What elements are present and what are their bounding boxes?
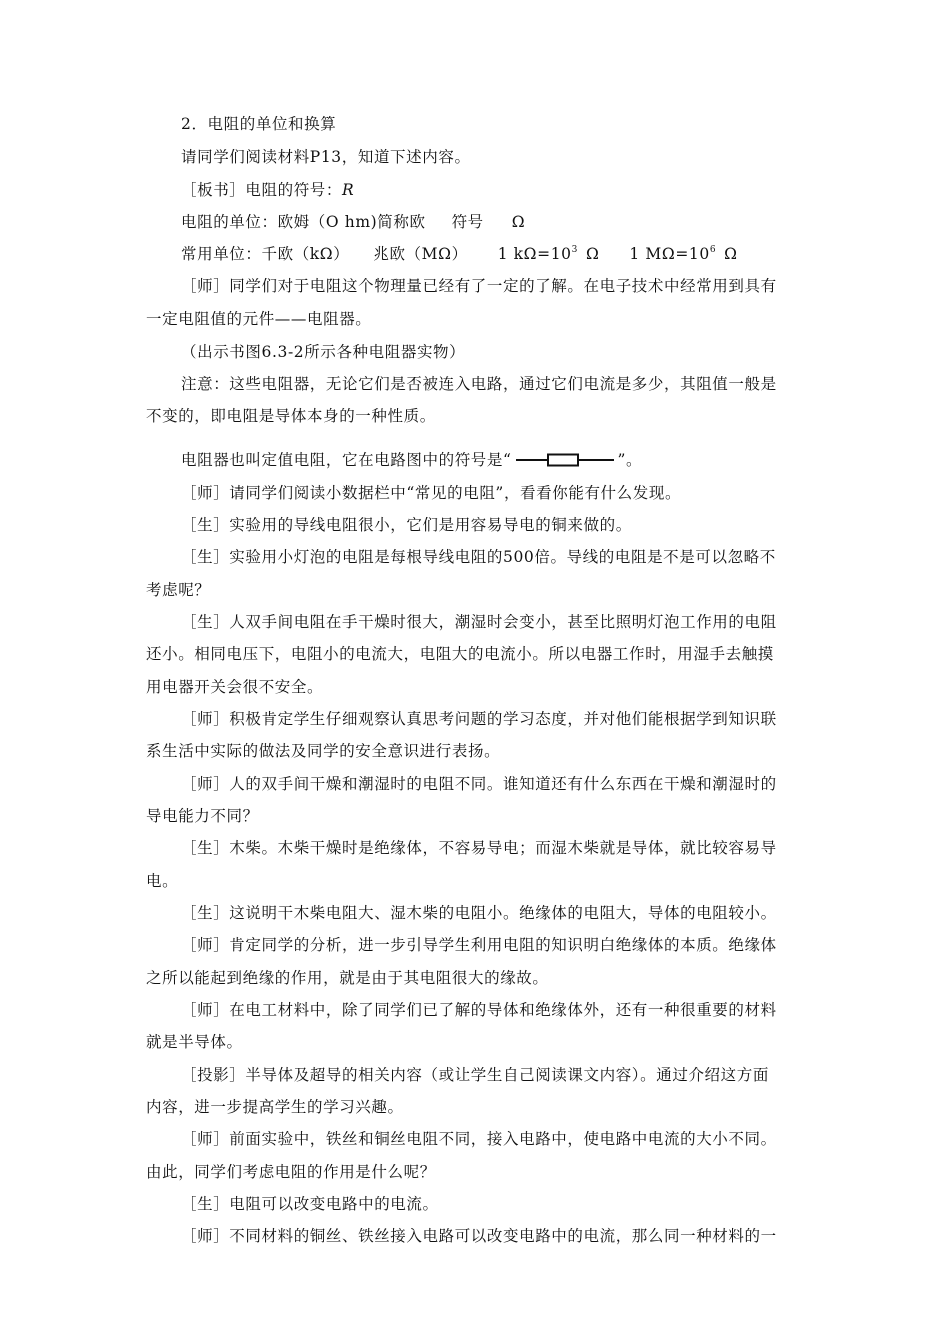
- paragraph: 电阻的单位：欧姆（O hm)简称欧 符号 Ω: [181, 213, 526, 231]
- paragraph: 由此，同学们考虑电阻的作用是什么呢？: [146, 1163, 436, 1181]
- paragraph: 常用单位：千欧（kΩ） 兆欧（MΩ） 1 $k\Omega=10^3$ Ω 1 $M\Omega=10^6$ Ω: [181, 245, 738, 263]
- paragraph: 请同学们阅读材料P13，知道下述内容。: [181, 148, 471, 166]
- paragraph: 电阻器也叫定值电阻，它在电路图中的符号是“ ”。: [181, 451, 643, 469]
- paragraph: ［师］不同材料的铜丝、铁丝接入电路可以改变电路中的电流，那么同一种材料的一: [181, 1227, 777, 1245]
- paragraph: 之所以能起到绝缘的作用，就是由于其电阻很大的缘故。: [146, 969, 549, 987]
- paragraph: 还小。相同电压下，电阻小的电流大，电阻大的电流小。所以电器工作时，用湿手去触摸: [146, 645, 774, 663]
- paragraph: ［生］实验用小灯泡的电阻是每根导线电阻的500倍。导线的电阻是不是可以忽略不: [181, 548, 776, 566]
- paragraph: ［生］电阻可以改变电路中的电流。: [181, 1195, 439, 1213]
- paragraph: ［师］请同学们阅读小数据栏中“常见的电阻”，看看你能有什么发现。: [181, 484, 682, 502]
- paragraph: ［生］人双手间电阻在手干燥时很大，潮湿时会变小，甚至比照明灯泡工作用的电阻: [181, 613, 777, 631]
- paragraph: 就是半导体。: [146, 1033, 243, 1051]
- paragraph: 内容，进一步提高学生的学习兴趣。: [146, 1098, 404, 1116]
- paragraph: ［师］人的双手间干燥和潮湿时的电阻不同。谁知道还有什么东西在干燥和潮湿时的: [181, 775, 777, 793]
- paragraph: ［师］同学们对于电阻这个物理量已经有了一定的了解。在电子技术中经常用到具有: [181, 277, 777, 295]
- section-heading: 2．电阻的单位和换算: [181, 115, 337, 133]
- resistance-symbol: R: [342, 181, 355, 199]
- paragraph: ［投影］半导体及超导的相关内容（或让学生自己阅读课文内容）。通过介绍这方面: [181, 1066, 769, 1084]
- paragraph: （出示书图6.3-2所示各种电阻器实物）: [181, 343, 466, 361]
- paragraph: 导电能力不同？: [146, 807, 259, 825]
- paragraph: 一定电阻值的元件——电阻器。: [146, 310, 372, 328]
- paragraph: 电。: [146, 872, 179, 890]
- paragraph: 注意：这些电阻器，无论它们是否被连入电路，通过它们电流是多少，其阻值一般是: [181, 375, 777, 393]
- paragraph: ［生］这说明干木柴电阻大、湿木柴的电阻小。绝缘体的电阻大，导体的电阻较小。: [181, 904, 777, 922]
- paragraph: 考虑呢？: [146, 581, 211, 599]
- paragraph: 用电器开关会很不安全。: [146, 678, 324, 696]
- paragraph: ［师］前面实验中，铁丝和铜丝电阻不同，接入电路中，使电路中电流的大小不同。: [181, 1130, 777, 1148]
- paragraph: ［师］积极肯定学生仔细观察认真思考问题的学习态度，并对他们能根据学到知识联: [181, 710, 777, 728]
- paragraph: ［生］实验用的导线电阻很小，它们是用容易导电的铜来做的。: [181, 516, 632, 534]
- paragraph: 系生活中实际的做法及同学的安全意识进行表扬。: [146, 742, 501, 760]
- paragraph: ［师］肯定同学的分析，进一步引导学生利用电阻的知识明白绝缘体的本质。绝缘体: [181, 936, 777, 954]
- paragraph: 不变的，即电阻是导体本身的一种性质。: [146, 407, 436, 425]
- paragraph: ［板书］电阻的符号：R: [181, 181, 355, 199]
- paragraph: ［师］在电工材料中，除了同学们已了解的导体和绝缘体外，还有一种很重要的材料: [181, 1001, 777, 1019]
- paragraph: ［生］木柴。木柴干燥时是绝缘体，不容易导电；而湿木柴就是导体，就比较容易导: [181, 839, 777, 857]
- resistor-symbol-icon: [516, 452, 614, 468]
